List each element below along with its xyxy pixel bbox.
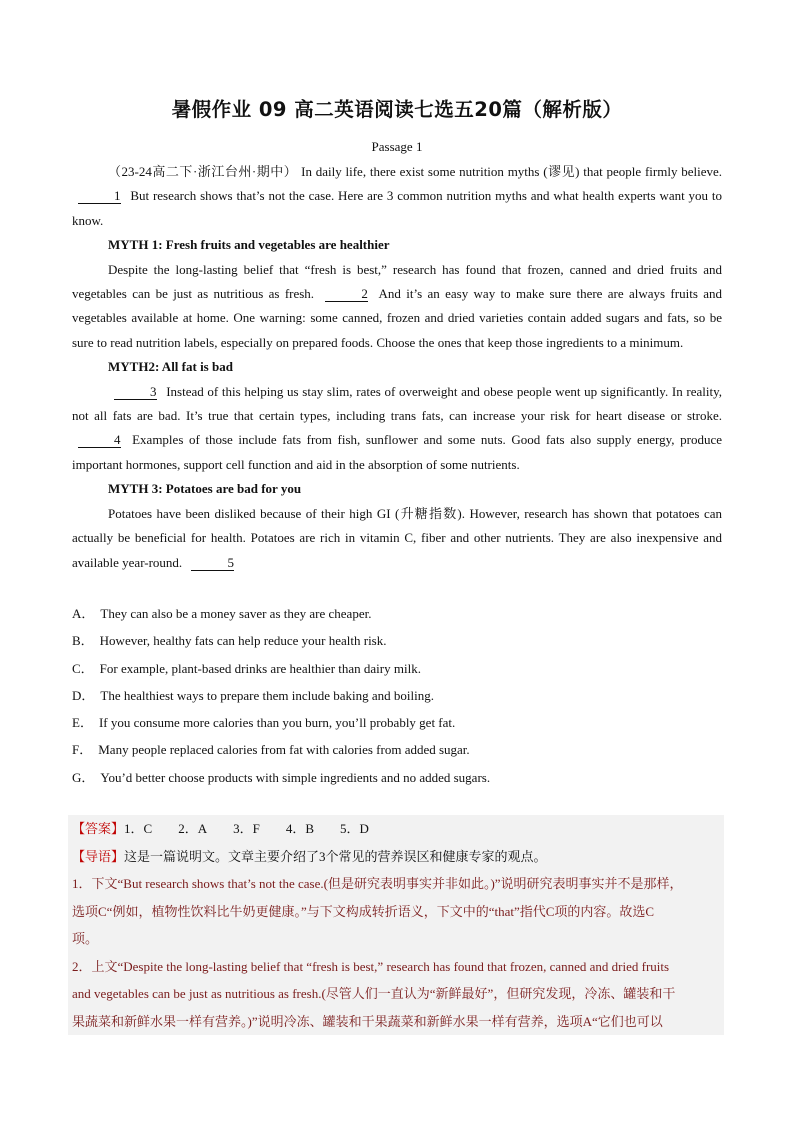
option-letter: B． [72,633,94,649]
option-letter: E． [72,715,93,731]
option-text: You’d better choose products with simple ingredients and no added sugars. [100,769,491,785]
source-note: （23-24高二下·浙江台州·期中） [108,164,298,179]
blank-4: 4 [78,432,121,448]
page-title: 暑假作业 09 高二英语阅读七选五20篇（解析版） [171,98,623,121]
blank-1: 1 [78,188,121,204]
myth-3-text-1: Potatoes have been disliked because of their high GI (升糖指数). However, research has shown that potatoes can actually be beneficial for health. Potatoes are rich in vitamin C, fiber and other nutrients. They are also inexpensive and available year-round. [72,505,722,570]
answer-item: 4．B [285,821,314,836]
answer-line [72,815,722,843]
explanation-2-line-2: and vegetables can be just as nutritious as fresh.(尽管人们一直认为“新鲜最好”，但研究发现，冷冻、罐装和干 [72,986,676,1001]
explanation-1-line-2: 选项C“例如，植物性饮料比牛奶更健康。”与下文构成转折语义，下文中的“that”指代C项的内容。故选C [72,903,655,919]
option-text: They can also be a money saver as they are cheaper. [100,606,372,621]
intro-paragraph [72,160,722,233]
option-c [72,655,722,682]
options-list [72,600,722,791]
option-text: The healthiest ways to prepare them include baking and boiling. [100,687,434,703]
explanation-1-line-1: 1．下文“But research shows that’s not the case.(但是研究表明事实并非如此。)”说明研究表明事实并不是那样， [72,876,683,891]
option-f [72,736,722,763]
option-letter: C． [72,660,94,676]
option-g [72,764,722,791]
explanation-1-line-3: 项。 [72,931,99,946]
option-d [72,682,722,709]
answer-item: 5．D [339,821,369,836]
guide-text: 这是一篇说明文。文章主要介绍了3个常见的营养误区和健康专家的观点。 [124,848,547,864]
answer-item: 1．C [124,821,153,836]
option-e [72,709,722,736]
myth-2-text-1: Instead of this helping us stay slim, rates of overweight and obese people went up significantly. In reality, not all fats are bad. It’s true that certain types, including trans fats, can increase your risk for heart disease or stroke. [72,383,723,424]
guide-line [72,843,722,871]
guide-label: 【导语】 [72,848,125,864]
explanation-2-line-1: 2．上文“Despite the long-lasting belief that “fresh is best,” research has found that frozen, canned and dried fruits [72,958,670,974]
answer-label: 【答案】 [72,821,125,836]
intro-text-1: In daily life, there exist some nutrition myths (谬见) that people firmly believe. [301,164,723,179]
myth-1-text-2: And it’s an easy way to make sure there are always fruits and vegetables available at home. One warning: some canned, frozen and dried varieties contain added sugars and fats, so be sure to read nutrition labels, especially on prepared foods. Choose the ones that keep those ingredients to a minimum. [72,286,722,350]
option-letter: F． [72,742,93,758]
option-b [72,627,722,654]
option-a [72,600,722,627]
answer-content [72,815,722,1035]
passage-label: Passage 1 [371,139,423,154]
answer-item: 3．F [233,821,260,836]
myth-1-paragraph [72,258,722,356]
myth-2-paragraph [72,380,722,478]
myth-1-heading: MYTH 1: Fresh fruits and vegetables are healthier [108,237,390,253]
option-text: For example, plant-based drinks are healthier than dairy milk. [99,660,421,676]
option-text: However, healthy fats can help reduce your health risk. [99,633,387,649]
myth-3-paragraph [72,502,722,575]
option-letter: G． [72,769,95,785]
explanation-2-line-3: 果蔬菜和新鲜水果一样有营养。)”说明冷冻、罐装和干果蔬菜和新鲜水果一样有营养，选项A“它们也可以 [72,1013,663,1029]
myth-1-text-1: Despite the long-lasting belief that “fresh is best,” research has found that frozen, canned and dried fruits and vegetables can be just as nutritious as fresh. [72,261,722,302]
answer-section [68,815,724,1035]
option-letter: D． [72,687,95,703]
option-text: Many people replaced calories from fat with calories from added sugar. [98,742,470,758]
myth-3-heading: MYTH 3: Potatoes are bad for you [108,481,302,497]
passage-body [72,160,722,575]
answer-item: 2．A [178,821,208,836]
myth-2-text-2: Examples of those include fats from fish, sunflower and some nuts. Good fats also supply energy, produce important hormones, support cell function and aid in the absorption of some nutrients. [72,432,723,472]
myth-2-heading: MYTH2: All fat is bad [108,359,233,375]
blank-3: 3 [114,384,157,400]
blank-5: 5 [191,555,234,571]
option-letter: A． [72,606,95,621]
option-text: If you consume more calories than you burn, you’ll probably get fat. [98,715,456,731]
intro-text-2: But research shows that’s not the case. Here are 3 common nutrition myths and what health experts want you to know. [72,188,722,228]
blank-2: 2 [325,286,368,302]
